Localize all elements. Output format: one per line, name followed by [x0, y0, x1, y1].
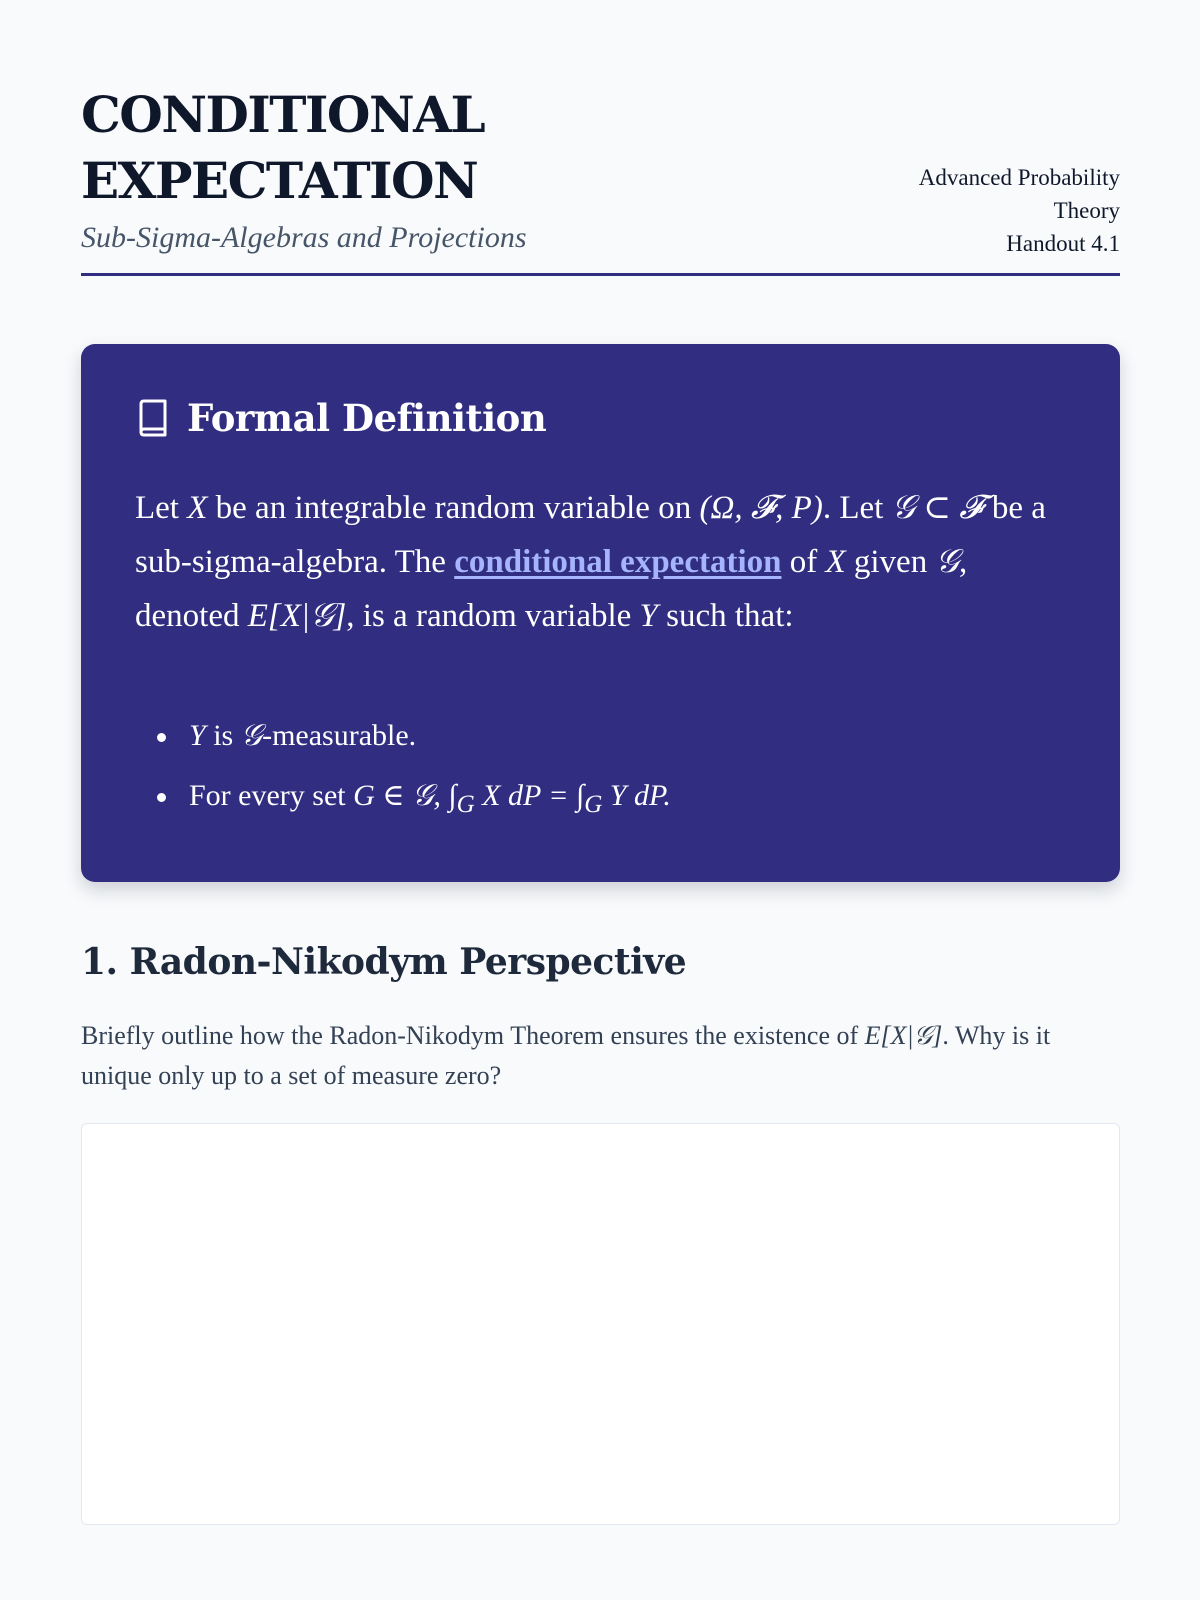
header-divider [81, 273, 1120, 276]
list-item [135, 776, 671, 836]
definition-title: Formal Definition [187, 396, 547, 440]
math-y: Y [189, 719, 206, 752]
def-text-4: be a sub-sigma-algebra. The [135, 490, 1046, 580]
handout-page [81, 0, 1120, 1090]
math-subscript: G [584, 791, 603, 818]
definition-text [135, 481, 1075, 643]
math-subscript: G [456, 791, 475, 818]
section-title: 1. Radon-Nikodym Perspective [81, 941, 687, 983]
page-subtitle: Sub-Sigma-Algebras and Projections [81, 221, 527, 254]
definition-heading [135, 396, 546, 440]
handout-number: Handout 4.1 [1006, 231, 1120, 256]
math-g: 𝒢 [935, 544, 959, 580]
bullet-text: is [205, 719, 241, 752]
prompt-text: Briefly outline how the Radon-Nikodym Theorem ensures the existence of [81, 1021, 865, 1050]
math-x: X [187, 490, 208, 526]
book-icon [135, 398, 171, 438]
course-info [880, 161, 1120, 260]
definition-card [81, 344, 1120, 882]
title-line-1: CONDITIONAL [81, 85, 485, 144]
def-text-7: , denoted [135, 544, 968, 634]
def-text-6: given [845, 544, 936, 580]
def-text-2: be an integrable random variable on [207, 490, 700, 526]
def-text-9: such that: [657, 598, 794, 634]
bullet-text: -measurable. [262, 719, 417, 752]
prompt-text: . Why is it unique only up to a set of measure zero? [81, 1021, 1051, 1090]
math-integral-condition: X dP = ∫ [474, 779, 585, 812]
math-y: Y [639, 598, 658, 634]
list-item [135, 716, 671, 776]
page-title [81, 82, 641, 214]
title-line-2: EXPECTATION [81, 151, 478, 210]
conditional-expectation-link[interactable]: conditional expectation [454, 544, 782, 580]
definition-conditions [135, 716, 671, 836]
math-conditional-expectation: E[X|𝒢] [864, 1021, 943, 1050]
answer-textarea[interactable] [81, 1123, 1120, 1525]
math-integral-condition: Y dP. [602, 779, 671, 812]
course-name-line-1: Advanced Probability [918, 165, 1120, 190]
math-conditional-expectation: E[X|𝒢] [247, 598, 347, 634]
def-text-1: Let [135, 490, 188, 526]
bullet-text: For every set [189, 779, 354, 812]
question-prompt [81, 1016, 1120, 1096]
math-sub-sigma-algebra: 𝒢 ⊂ 𝓕 [891, 490, 984, 526]
handout-header [81, 0, 1120, 277]
course-name-line-2: Theory [1053, 198, 1120, 223]
def-text-8: , is a random variable [346, 598, 640, 634]
math-probability-space: (Ω, 𝓕, P) [699, 490, 823, 526]
def-text-5: of [781, 544, 826, 580]
math-integral-condition: G ∈ 𝒢, ∫ [353, 779, 457, 812]
math-g: 𝒢 [240, 719, 263, 752]
def-text-3: . Let [822, 490, 892, 526]
math-x: X [825, 544, 846, 580]
